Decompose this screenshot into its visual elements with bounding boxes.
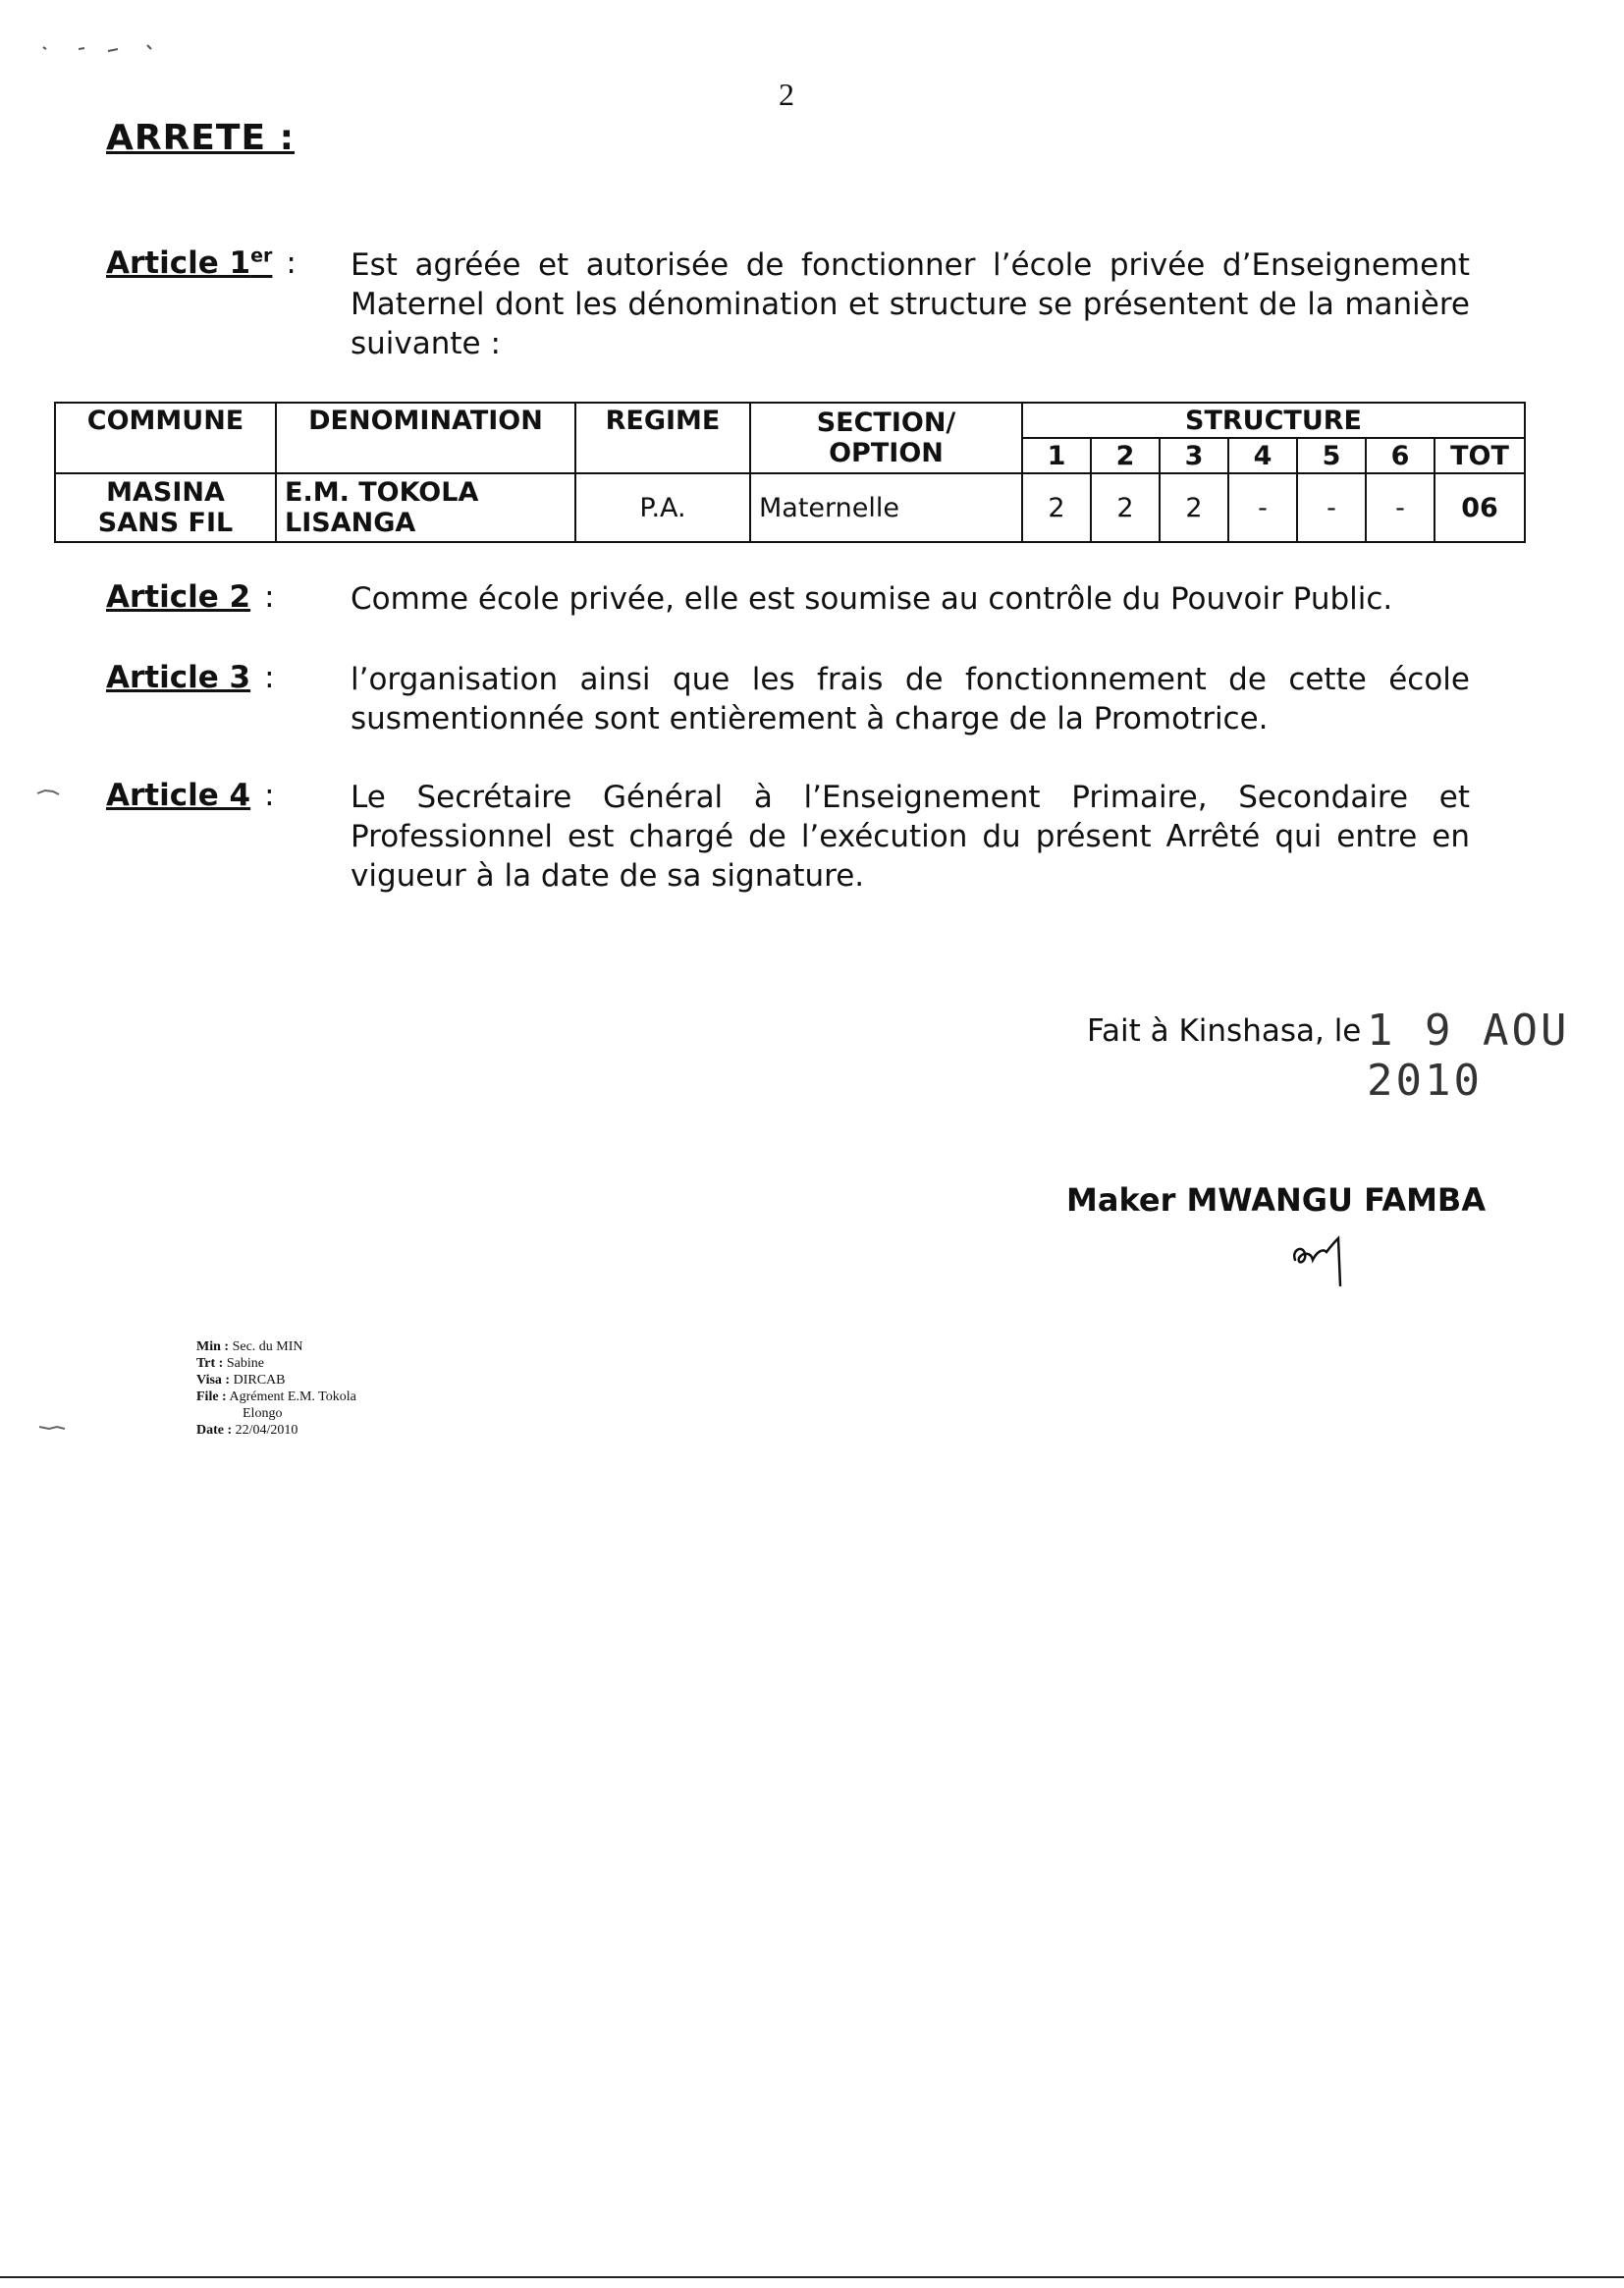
article-2-label: Article 2 :: [106, 579, 275, 615]
structure-col-header: 4: [1228, 438, 1297, 473]
place-and-date-label: Fait à Kinshasa, le: [1087, 1013, 1362, 1049]
article-1-label: Article 1er :: [106, 245, 297, 282]
reference-line: Trt : Sabine: [196, 1356, 264, 1371]
reference-line: File : Agrément E.M. Tokola: [196, 1389, 356, 1404]
structure-value-cell: -: [1366, 473, 1435, 542]
reference-line: Min : Sec. du MIN: [196, 1339, 303, 1354]
structure-col-header: 5: [1297, 438, 1366, 473]
structure-total-header: TOT: [1435, 438, 1525, 473]
scan-speck-top-left: [39, 39, 157, 59]
reference-line: Elongo: [243, 1406, 283, 1421]
signatory-name: Maker MWANGU FAMBA: [1066, 1181, 1487, 1219]
handwritten-signature: [1289, 1230, 1358, 1289]
table-row: [55, 473, 1525, 542]
structure-total-cell: 06: [1435, 473, 1525, 542]
regime-cell: P.A.: [575, 473, 750, 542]
structure-value-cell: -: [1228, 473, 1297, 542]
regime-header: REGIME: [575, 403, 750, 473]
structure-value-cell: 2: [1160, 473, 1228, 542]
article-2-text: [351, 579, 1470, 619]
article-3-text: [351, 660, 1470, 738]
article-3-line: susmentionnée sont entièrement à charge de la Promotrice.: [351, 701, 1269, 736]
article-4-label: Article 4 :: [106, 778, 275, 813]
article-4-text: [351, 778, 1470, 896]
article-1-line: Maternel dont les dénomination et structure se présentent de la manière: [351, 287, 1470, 322]
commune-cell: MASINA SANS FIL: [55, 473, 276, 542]
denomination-cell: E.M. TOKOLA LISANGA: [276, 473, 575, 542]
table-header-row: [55, 403, 1525, 438]
section-option-header: SECTION/ OPTION: [750, 403, 1022, 473]
page-number: 2: [779, 77, 794, 112]
structure-value-cell: -: [1297, 473, 1366, 542]
article-3-line: l’organisation ainsi que les frais de fonctionnement de cette école: [351, 662, 1470, 697]
structure-value-cell: 2: [1022, 473, 1091, 542]
article-4-line: Le Secrétaire Général à l’Enseignement Primaire, Secondaire et: [351, 780, 1470, 815]
reference-block: [196, 1338, 356, 1439]
date-stamp: 1 9 AOU 2010: [1367, 1006, 1570, 1106]
article-1-line: suivante :: [351, 326, 501, 361]
structure-value-cell: 2: [1091, 473, 1160, 542]
article-2-line: Comme école privée, elle est soumise au contrôle du Pouvoir Public.: [351, 581, 1393, 617]
structure-header: STRUCTURE: [1022, 403, 1525, 438]
scan-speck-left-lower: [37, 1421, 77, 1433]
page-bottom-rule: [0, 2276, 1624, 2278]
article-1-text: [351, 245, 1470, 363]
article-4-line: vigueur à la date de sa signature.: [351, 858, 865, 894]
decree-heading: ARRETE :: [106, 118, 295, 158]
reference-line: Visa : DIRCAB: [196, 1373, 286, 1388]
article-1-line: Est agréée et autorisée de fonctionner l’école privée d’Enseignement: [351, 247, 1470, 283]
commune-header: COMMUNE: [55, 403, 276, 473]
structure-col-header: 6: [1366, 438, 1435, 473]
article-4-line: Professionnel est chargé de l’exécution du présent Arrêté qui entre en: [351, 819, 1470, 854]
article-3-label: Article 3 :: [106, 660, 275, 695]
denomination-header: DENOMINATION: [276, 403, 575, 473]
structure-col-header: 2: [1091, 438, 1160, 473]
section-cell: Maternelle: [750, 473, 1022, 542]
structure-col-header: 3: [1160, 438, 1228, 473]
school-structure-table: [54, 402, 1526, 543]
reference-line: Date : 22/04/2010: [196, 1423, 298, 1438]
scan-speck-left: [35, 786, 75, 797]
structure-col-header: 1: [1022, 438, 1091, 473]
